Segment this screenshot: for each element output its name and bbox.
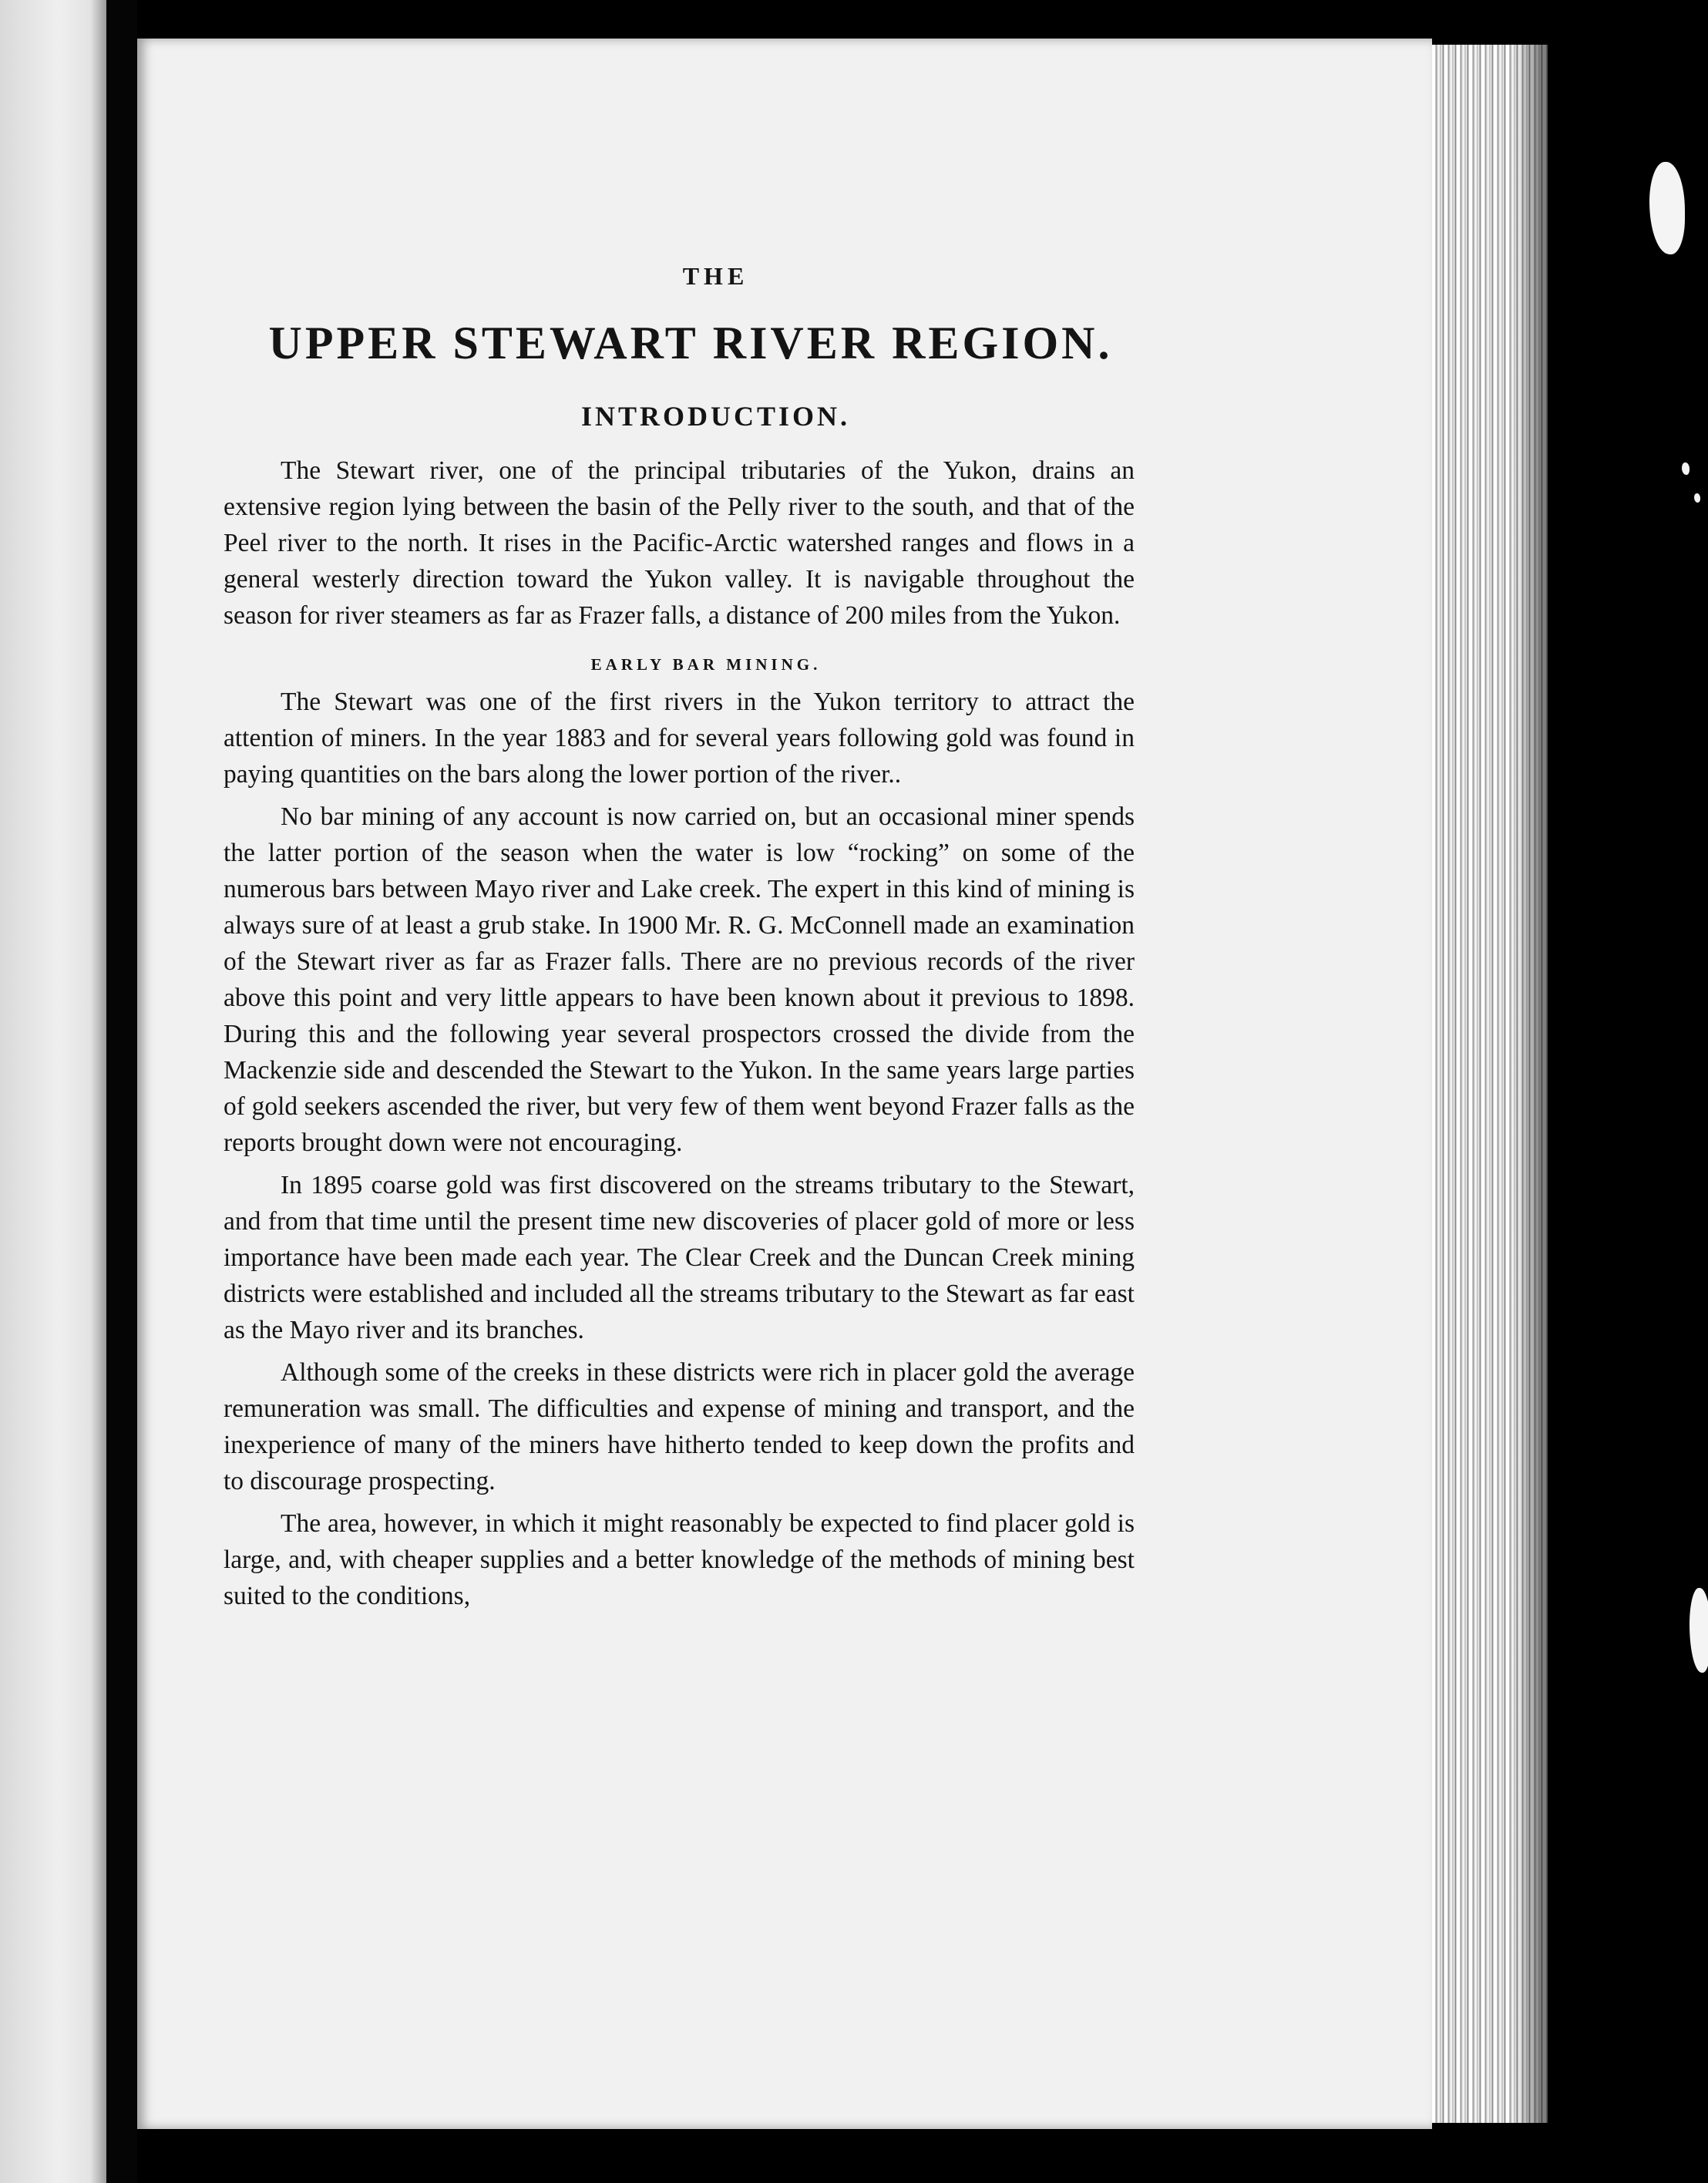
scan-artifact — [1690, 1588, 1708, 1673]
page-title: UPPER STEWART RIVER REGION. — [268, 318, 1113, 368]
page-text-block — [224, 262, 1135, 1620]
scan-artifact — [1694, 493, 1700, 503]
facing-page-edge — [0, 0, 106, 2183]
book-gutter — [106, 0, 137, 2183]
body-paragraph: In 1895 coarse gold was first discovered on the streams tributary to the Stewart, and from that time until the present time new discoveries of placer gold of more or less importance have been made each year. The Clear Creek and the Duncan Creek mining districts were established and included all the streams tributary to the Stewart as far east as the Mayo river and its branches. — [224, 1171, 1135, 1344]
body-paragraph: The area, however, in which it might reasonably be expected to find placer gold is large, and, with cheaper supplies and a better knowledge of the methods of mining best suited to the conditions, — [224, 1509, 1135, 1610]
title-prefix: THE — [682, 262, 749, 290]
body-paragraph: No bar mining of any account is now carried on, but an occasional miner spends the latter portion of the season when the water is low “rocking” on some of the numerous bars between Mayo river and Lake creek. The expert in this kind of mining is always sure of at least a grub stake. In 1900 Mr. R. G. McConnell made an examination of the Stewart river as far as Frazer falls. There are no previous records of the river above this point and very little appears to have been known about it previous to 1898. During this and the following year several prospectors crossed the divide from the Mackenzie side and descended the Stewart to the Yukon. In the same years large parties of gold seekers ascended the river, but very few of them went beyond Frazer falls as the reports brought down were not encouraging. — [224, 802, 1135, 1157]
scan-artifact — [1649, 162, 1685, 254]
scan-artifact — [1682, 462, 1690, 475]
stacked-page-edges — [1432, 45, 1548, 2123]
intro-paragraph: The Stewart river, one of the principal tributaries of the Yukon, drains an extensive region lying between the basin of the Pelly river to the south, and that of the Peel river to the north. It rises in the Pacific-Arctic watershed ranges and flows in a general westerly direction toward the Yukon valley. It is navigable throughout the season for river steamers as far as Frazer falls, a distance of 200 miles from the Yukon. — [224, 456, 1135, 630]
body-paragraph: The Stewart was one of the first rivers in the Yukon territory to attract the attention of miners. In the year 1883 and for several years following gold was found in paying quantities on the bars along the lower portion of the river.. — [224, 688, 1135, 789]
introduction-heading: INTRODUCTION. — [580, 401, 851, 432]
body-paragraph: Although some of the creeks in these districts were rich in placer gold the average remuneration was small. The difficulties and expense of mining and transport, and the inexperience of many of the miners have hitherto tended to keep down the profits and to discourage prospecting. — [224, 1358, 1135, 1495]
book-page — [137, 39, 1432, 2129]
section-heading: EARLY BAR MINING. — [590, 655, 822, 674]
